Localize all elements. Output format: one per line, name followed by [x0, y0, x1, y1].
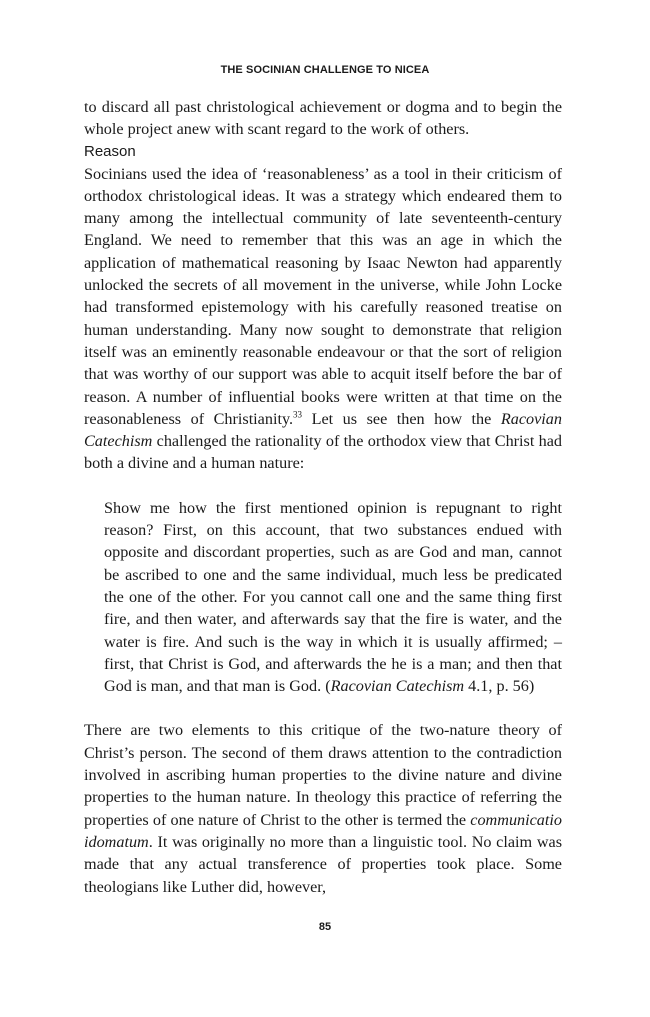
block-quote [104, 497, 562, 698]
body-text [84, 96, 562, 898]
section-heading: Reason [84, 142, 136, 160]
paragraph-final [84, 719, 562, 897]
citation-open: ( [325, 677, 331, 696]
catechism-title: Racovian Catechism [84, 409, 562, 451]
block-quote-text: Show me how the first mentioned opinion is repugnant to right reason? First, on this account, that two substances endued with opposite and discordant properties, such as are God and man, cannot be ascribed to one and the same individual, much less be predicated the one of the other. For you cannot call one and the same thing first fire, and then water, and afterwards say that the fire is water, and the water is fire. And such is the way in which it is usually affirmed; – first, that Christ is God, and afterwards the he is a man; and then that God is man, and that man is God. [104, 498, 562, 696]
paragraph-final-text: There are two elements to this critique of the two-nature theory of Christ’s person. The second of them draws attention to the contradiction involved in ascribing human properties to the divine nature and divine properties to the human nature. In theology this practice of referring the properties of one nature of Christ to the other is termed the [84, 721, 562, 829]
paragraph-reason-text-3: challenged the rationality of the orthodox view that Christ had both a divine and a human nature: [84, 432, 562, 473]
paragraph-continued: to discard all past christological achievement or dogma and to begin the whole project anew with scant regard to the work of others. [84, 98, 562, 139]
citation-locator: 4.1, p. 56) [464, 677, 535, 696]
page-number: 85 [318, 921, 332, 933]
latin-term: communicatio idomatum [84, 810, 562, 851]
running-head: THE SOCINIAN CHALLENGE TO NICEA [220, 64, 430, 76]
paragraph-reason [84, 163, 562, 475]
paragraph-reason-text: Socinians used the idea of ‘reasonableness’ as a tool in their criticism of orthodox christological ideas. It was a strategy which endeared them to many among the intellectual community of late seventeenth-century England. We need to remember that this was an age in which the application of mathematical reasoning by Isaac Newton had apparently unlocked the secrets of all movement in the universe, while John Locke had transformed epistemology with his carefully reasoned treatise on human understanding. Many now sought to demonstrate that religion itself was an eminently reasonable endeavour or that the sort of religion that was worthy of our support was able to acquit itself before the bar of reason. A number of influential books were written at that time on the reasonableness of Christianity. [84, 164, 562, 428]
paragraph-reason-text-2: Let us see then how the [311, 409, 501, 428]
citation-title: Racovian Catechism [330, 677, 465, 696]
footnote-reference: 33 [293, 409, 303, 420]
paragraph-final-text-2: . It was originally no more than a linguistic tool. No claim was made that any actual transference of properties took place. Some theologians like Luther did, however, [84, 832, 562, 896]
